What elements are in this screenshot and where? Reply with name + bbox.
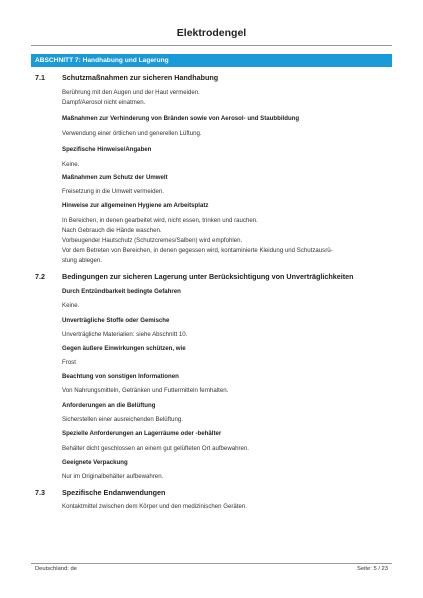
section-header-bar: ABSCHNITT 7: Handhabung und Lagerung (31, 54, 392, 67)
title-divider (31, 45, 392, 46)
subsection-title-7-3: Spezifische Endanwendungen (62, 488, 166, 497)
text-line: In Bereichen, in denen gearbeitet wird, nicht essen, trinken und rauchen. (62, 217, 258, 224)
text-line: Berührung mit den Augen und der Haut vermeiden. (62, 89, 200, 96)
heading-external-effects: Gegen äußere Einwirkungen schützen, wie (62, 345, 186, 352)
text-line: Verwendung einer örtlichen und generellen Lüftung. (62, 130, 202, 137)
heading-specific-notes: Spezifische Hinweise/Angaben (62, 146, 152, 153)
text-line: Freisetzung in die Umwelt vermeiden. (62, 188, 164, 195)
subsection-title-7-2: Bedingungen zur sicheren Lagerung unter Berücksichtigung von Unverträglichkeiten (62, 272, 354, 281)
heading-environment: Maßnahmen zum Schutz der Umwelt (62, 174, 168, 181)
heading-fire-prevention: Maßnahmen zur Verhinderung von Bränden sowie von Aerosol- und Staubbildung (62, 115, 300, 122)
heading-flammability: Durch Entzündbarkeit bedingte Gefahren (62, 288, 181, 295)
footer-country: Deutschland: de (35, 566, 77, 572)
heading-incompatible: Unverträgliche Stoffe oder Gemische (62, 317, 170, 324)
text-line: Vor dem Betreten von Bereichen, in denen gegessen wird, kontaminierte Kleidung und Schutzausrü- (62, 247, 333, 254)
text-line: Keine. (62, 302, 80, 309)
text-line: Sicherstellen einer ausreichenden Belüftung. (62, 416, 183, 423)
text-line: Dampf/Aerosol nicht einatmen. (62, 99, 146, 106)
heading-other-info: Beachtung von sonstigen Informationen (62, 373, 179, 380)
subsection-number-7-2: 7.2 (35, 272, 45, 281)
subsection-number-7-3: 7.3 (35, 488, 45, 497)
heading-ventilation: Anforderungen an die Belüftung (62, 402, 156, 409)
text-line: Von Nahrungsmitteln, Getränken und Futtermitteln fernhalten. (62, 387, 229, 394)
text-line: Kontaktmittel zwischen dem Körper und den medizinischen Geräten. (62, 503, 247, 510)
heading-hygiene: Hinweise zur allgemeinen Hygiene am Arbeitsplatz (62, 202, 209, 209)
text-line: Nach Gebrauch die Hände waschen. (62, 227, 162, 234)
text-line: Nur im Originalbehälter aufbewahren. (62, 473, 164, 480)
subsection-title-7-1: Schutzmaßnahmen zur sicheren Handhabung (62, 73, 219, 82)
text-line: Behälter dicht geschlossen an einem gut gelüfteten Ort aufbewahren. (62, 445, 249, 452)
footer-divider (31, 563, 392, 564)
subsection-number-7-1: 7.1 (35, 73, 45, 82)
text-line: Keine. (62, 161, 80, 168)
text-line: stung ablegen. (62, 257, 102, 264)
text-line: Unverträgliche Materialien: siehe Abschnitt 10. (62, 331, 188, 338)
text-line: Frost (62, 359, 76, 366)
heading-storage-rooms: Spezielle Anforderungen an Lagerräume oder -behälter (62, 430, 222, 437)
document-title: Elektrodengel (176, 27, 247, 39)
text-line: Vorbeugender Hautschutz (Schutzcremes/Salben) wird empfohlen. (62, 237, 243, 244)
heading-packaging: Geeignete Verpackung (62, 459, 128, 466)
footer-page-number: Seite: 5 / 23 (357, 566, 388, 572)
